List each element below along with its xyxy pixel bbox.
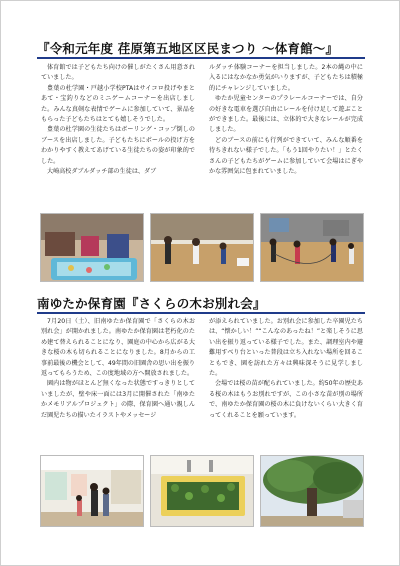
section2-left-column	[41, 317, 195, 421]
section2-title-rule	[37, 312, 365, 314]
section2-title: 南ゆたか保育園『さくらの木お別れ会』	[37, 296, 266, 311]
section1-right-column	[209, 63, 363, 177]
section1-left-paragraph: 大崎高校ダブルダッチ部の生徒は、ダブ	[47, 168, 157, 176]
section2-left-paragraph: 園内は物がほとんど無くなった状態ですっきりとしていましたが、壁や床一面には3月に開催された「南ゆたかメモリアルプロジェクト」の際、保育園へ通い親しんだ園児たちの描いたイラストやメッセージ	[41, 380, 195, 419]
section2-left-paragraph: 7月20日（土）、旧南ゆたか保育園で「さくらの木お別れ会」が開かれました。南ゆたか保育園は老朽化のため建て替えられることになり、園庭の中心から広がる大きな桜の木も切られることになりました。8月からの工事前最後の機会として、49年間の旧園舎の思い出を振り返ってもらうため、この度地域の方へ開放されました。	[41, 318, 195, 378]
section1-left-paragraph: 豊葉の杜学園・戸越小学校PTAはサイコロ投げやまとあて・宝釣りなどのミニゲームコーナーを出店しました。みんな真剣な表情でゲームに参加していて、景品をもらった子どもたちはとても嬉しそうでした。	[41, 84, 195, 124]
section1-right-paragraph: どのブースの前にも行列ができていて、みんな順番を待ちきれない様子でした。「もう1回やりたい！」とたくさんの子どもたちがゲームに参加していて会場はにぎやかな雰囲気に包まれていました。	[209, 136, 363, 176]
photo-minigame-corner	[40, 213, 144, 282]
section1-left-paragraph: 体育館では子どもたち向けの催しがたくさん用意されていました。	[41, 64, 195, 82]
section1-left-paragraph: 豊葉の杜学園の生徒たちはボーリング・コップ倒しのブースを出店しました。子どもたちにボールの投げ方をわかりやすく教えてあげている生徒たちの姿が印象的でした。	[41, 126, 195, 165]
section1-right-paragraph: ルダッチ体験コーナーを担当しました。2本の縄の中に入るにはなかなか勇気がいりますが、子どもたちは積極的にチャレンジしていました。	[209, 64, 363, 92]
section1-title-rule	[37, 57, 365, 59]
section2-right-paragraph: が添えられていました。お別れ会に参加した卒園児たちは、“懐かしい！”“こんなのあったね！”と楽しそうに思い出を振り返っている様子でした。また、調理室内や避難用すべり台といった普段は立ち入れない場所を回ることもでき、園を訪れた方々は興味深そうに見学しました。	[209, 318, 363, 378]
section1-right-paragraph: ゆたか児童センターのプラレールコーナーでは、自分の好きな電車を選び自由にレールを付け足して遊ぶことができました。最後には、立体的で大きなレールが完成しました。	[209, 95, 363, 134]
section1-left-column	[41, 63, 195, 177]
photo-bowling-booth	[150, 213, 254, 282]
photo-sakura-seedlings	[150, 455, 254, 527]
photo-double-dutch	[260, 213, 364, 282]
section2-right-paragraph: 会場では桜の苗が配られていました。約50年の歴史ある桜の木はもうお別れですが、この小さな苗が別の場所で、南ゆたか保育園の桜の木に負けないくらい大きく育ってくれることを願っています。	[209, 380, 363, 419]
section2-right-column	[209, 317, 363, 421]
section1-title: 『令和元年度 荏原第五地区区民まつり ～体育館～』	[37, 41, 339, 56]
photo-cherry-tree	[260, 455, 364, 527]
photo-nursery-hallway	[40, 455, 144, 527]
